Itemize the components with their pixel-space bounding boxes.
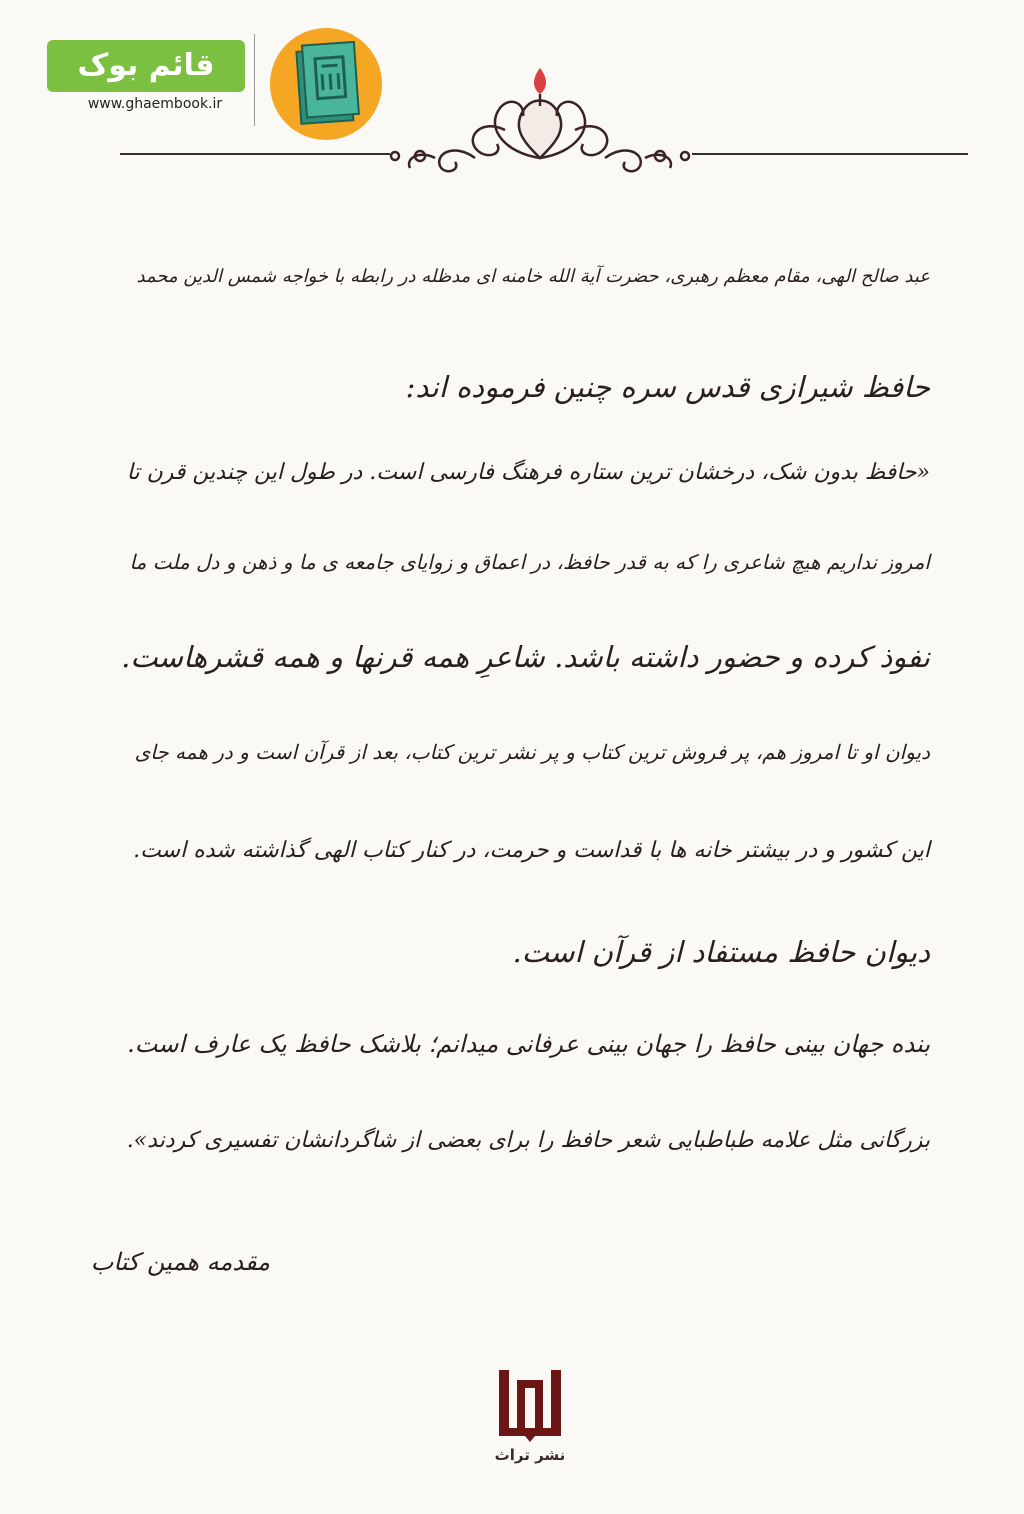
body-line: «حافظ بدون شک، درخشان ترین ستاره فرهنگ فارسی است. در طول این چندین قرن تا bbox=[126, 460, 930, 485]
publisher-logo-icon bbox=[495, 1370, 565, 1442]
body-line: دیوان او تا امروز هم، پر فروش ترین کتاب و پر نشر ترین کتاب، بعد از قرآن است و در همه جای bbox=[134, 740, 930, 764]
body-line: دیوان حافظ مستفاد از قرآن است. bbox=[512, 935, 930, 969]
body-line: حافظ شیرازی قدس سره چنین فرموده اند: bbox=[405, 370, 930, 404]
body-line: بنده جهان بینی حافظ را جهان بینی عرفانی میدانم؛ بلاشک حافظ یک عارف است. bbox=[127, 1030, 930, 1058]
ornament-rule-left bbox=[120, 153, 390, 155]
watermark-divider bbox=[254, 34, 255, 126]
body-line: بزرگانی مثل علامه طباطبایی شعر حافظ را برای بعضی از شاگردانشان تفسیری کردند». bbox=[126, 1128, 930, 1153]
ornament-rule-right bbox=[692, 153, 968, 155]
body-line: نفوذ کرده و حضور داشته باشد. شاعرِ همه قرنها و همه قشرهاست. bbox=[121, 640, 930, 674]
body-line: این کشور و در بیشتر خانه ها با قداست و حرمت، در کنار کتاب الهی گذاشته شده است. bbox=[133, 838, 930, 863]
body-line: امروز نداریم هیچ شاعری را که به قدر حافظ، در اعماق و زوایای جامعه ی ما و ذهن و دل ملت ما bbox=[129, 550, 930, 574]
body-line: عبد صالح الهی، مقام معظم رهبری، حضرت آیة الله خامنه ای مدظله در رابطه با خواجه شمس الدین محمد bbox=[136, 266, 930, 287]
signature: مقدمه همین کتاب bbox=[90, 1248, 270, 1276]
watermark-brand: قائم بوک bbox=[47, 40, 245, 92]
publisher-name: نشر تراث bbox=[494, 1446, 566, 1464]
floral-ornament-icon bbox=[385, 58, 695, 178]
watermark-url: www.ghaembook.ir bbox=[87, 96, 223, 112]
book-logo-icon bbox=[270, 28, 382, 140]
